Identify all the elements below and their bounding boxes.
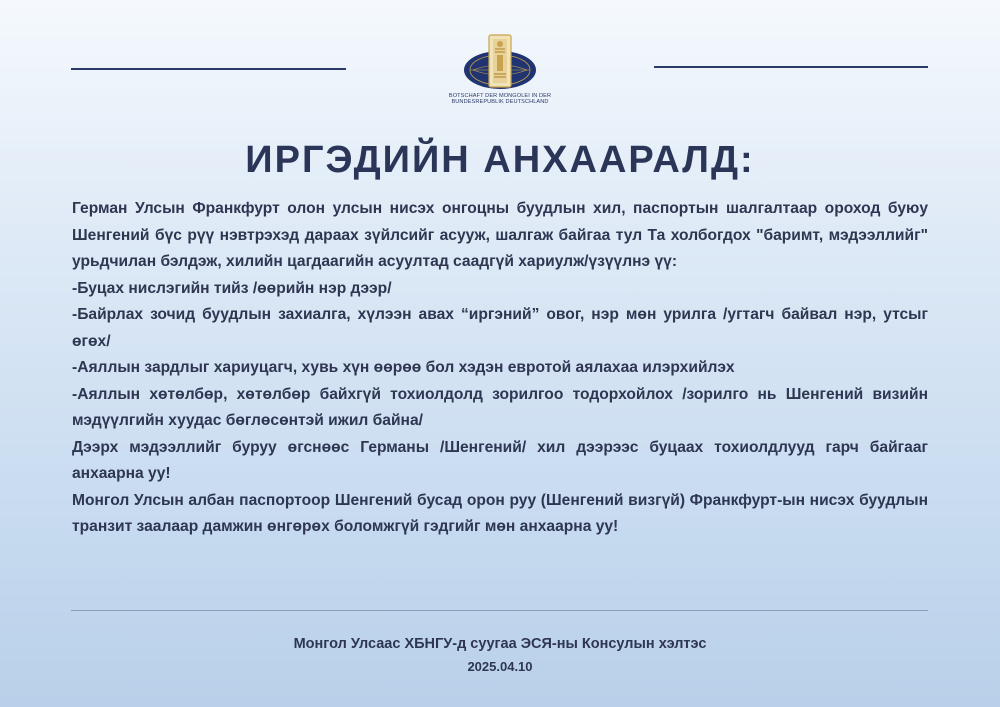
notice-body [72, 196, 928, 541]
footer-date: 2025.04.10 [467, 659, 533, 674]
footer-organization: Монгол Улсаас ХБНГУ-д суугаа ЭСЯ-ны Консулын хэлтэс [293, 636, 707, 652]
list-item: -Аяллын хөтөлбөр, хөтөлбөр байхгүй тохиолдолд зорилгоо тодорхойлох /зорилго нь Шенгений визийн мэдүүлгийн хуудас бөглөсөнтэй ижил байна/ [72, 385, 928, 429]
emblem-caption-line1: BOTSCHAFT DER MONGOLEI IN DER [448, 93, 552, 99]
embassy-emblem-icon [463, 34, 537, 92]
emblem-caption-line2: BUNDESREPUBLIK DEUTSCHLAND [451, 99, 549, 105]
warning-paragraph: Дээрх мэдээллийг буруу өгснөөс Германы /Шенгений/ хил дээрээс буцаах тохиолдлууд гарч байгааг анхаарна уу! [72, 438, 928, 482]
page-title: ИРГЭДИЙН АНХААРАЛД: [245, 139, 755, 181]
list-item: -Аяллын зардлыг хариуцагч, хувь хүн өөрөө бол хэдэн евротой аялахаа илэрхийлэх [72, 359, 735, 376]
header-rule-right [654, 66, 928, 68]
list-item: -Буцах нислэгийн тийз /өөрийн нэр дээр/ [72, 279, 392, 297]
intro-paragraph: Герман Улсын Франкфурт олон улсын нисэх онгоцны буудлын хил, паспортын шалгалтаар ороход буюу Шенгений бүс рүү нэвтрэхэд дараах зүйлсийг асууж, шалгаж байгаа тул Та холбогдох "баримт, мэдээллийг" урьдчилан бэлдэж, хилийн цагдаагийн асуултад саадгүй хариулж/үзүүлнэ үү: [72, 200, 928, 270]
footer-divider [71, 610, 928, 611]
header-rule-left [71, 68, 346, 70]
note-paragraph: Монгол Улсын албан паспортоор Шенгений бусад орон руу (Шенгений визгүй) Франкфурт-ын нисэх буудлын транзит заалаар дамжин өнгөрөх боломжгүй гэдгийг мөн анхаарна уу! [72, 491, 928, 535]
list-item: -Байрлах зочид буудлын захиалга, хүлээн авах “иргэний” овог, нэр мөн урилга /угтагч байвал нэр, утсыг өгөх/ [72, 306, 928, 350]
